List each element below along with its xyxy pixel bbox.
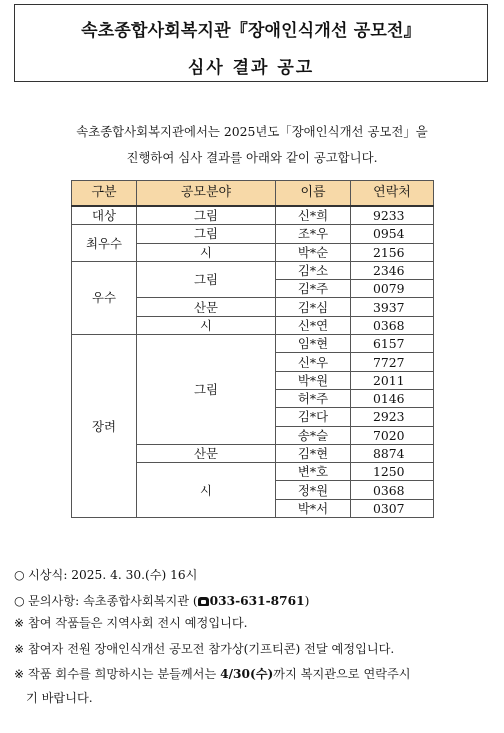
contact-cell: 2011 xyxy=(351,371,434,389)
return-note xyxy=(14,665,411,682)
header-field: 공모분야 xyxy=(137,181,276,207)
award-cell: 우수 xyxy=(72,261,137,334)
reference-mark-icon: ※ xyxy=(14,642,25,656)
contact-cell: 2923 xyxy=(351,408,434,426)
award-cell: 장려 xyxy=(72,335,137,518)
name-cell: 조*우 xyxy=(276,225,351,243)
intro-line-2: 진행하여 심사 결과를 아래와 같이 공고합니다. xyxy=(126,150,378,165)
field-cell: 그림 xyxy=(137,225,276,243)
circle-bullet-icon: ○ xyxy=(14,568,25,582)
exhibit-note xyxy=(14,614,248,631)
field-cell: 시 xyxy=(137,243,276,261)
phone-icon xyxy=(198,597,209,606)
table-row xyxy=(72,206,434,225)
return-prefix: 작품 회수를 희망하시는 분들께서는 xyxy=(28,667,221,681)
reference-mark-icon: ※ xyxy=(14,667,25,681)
contact-cell: 7727 xyxy=(351,353,434,371)
name-cell: 김*심 xyxy=(276,298,351,316)
gift-note xyxy=(14,640,394,657)
field-cell: 그림 xyxy=(137,206,276,225)
contact-cell: 0146 xyxy=(351,389,434,407)
name-cell: 김*주 xyxy=(276,280,351,298)
name-cell: 신*연 xyxy=(276,316,351,334)
title-main: 속초종합사회복지관『장애인식개선 공모전』 xyxy=(81,21,421,41)
contact-cell: 6157 xyxy=(351,335,434,353)
field-cell: 그림 xyxy=(137,261,276,298)
header-contact: 연락처 xyxy=(351,181,434,207)
table-row xyxy=(72,261,434,279)
inquiry-phone: 033-631-8761 xyxy=(209,594,305,608)
contact-cell: 2346 xyxy=(351,261,434,279)
name-cell: 송*슬 xyxy=(276,426,351,444)
reference-mark-icon: ※ xyxy=(14,616,25,630)
contact-cell: 0307 xyxy=(351,499,434,517)
ceremony-text: 시상식: 2025. 4. 30.(수) 16시 xyxy=(28,568,198,582)
field-cell: 산문 xyxy=(137,444,276,462)
name-cell: 박*순 xyxy=(276,243,351,261)
field-cell: 산문 xyxy=(137,298,276,316)
exhibit-text: 참여 작품들은 지역사회 전시 예정입니다. xyxy=(28,616,248,630)
award-cell: 대상 xyxy=(72,206,137,225)
results-table xyxy=(71,180,434,518)
table-row xyxy=(72,335,434,353)
inquiry-note xyxy=(14,592,309,609)
name-cell: 신*희 xyxy=(276,206,351,225)
name-cell: 김*다 xyxy=(276,408,351,426)
field-cell: 시 xyxy=(137,463,276,518)
contact-cell: 0368 xyxy=(351,316,434,334)
name-cell: 변*호 xyxy=(276,463,351,481)
award-cell: 최우수 xyxy=(72,225,137,262)
contact-cell: 0079 xyxy=(351,280,434,298)
inquiry-suffix: ) xyxy=(304,594,310,608)
contact-cell: 9233 xyxy=(351,206,434,225)
field-cell: 그림 xyxy=(137,335,276,445)
contact-cell: 1250 xyxy=(351,463,434,481)
table-row xyxy=(72,225,434,243)
field-cell: 시 xyxy=(137,316,276,334)
contact-cell: 0954 xyxy=(351,225,434,243)
name-cell: 김*현 xyxy=(276,444,351,462)
name-cell: 신*우 xyxy=(276,353,351,371)
gift-text: 참여자 전원 장애인식개선 공모전 참가상(기프티콘) 전달 예정입니다. xyxy=(28,642,395,656)
header-name: 이름 xyxy=(276,181,351,207)
title-sub: 심사 결과 공고 xyxy=(187,58,315,78)
title-box xyxy=(14,4,488,82)
contact-cell: 0368 xyxy=(351,481,434,499)
contact-cell: 8874 xyxy=(351,444,434,462)
return-suffix: 까지 복지관으로 연락주시 xyxy=(273,667,411,681)
inquiry-prefix: 문의사항: 속초종합사회복지관 ( xyxy=(28,594,198,608)
name-cell: 박*원 xyxy=(276,371,351,389)
contact-cell: 3937 xyxy=(351,298,434,316)
name-cell: 임*현 xyxy=(276,335,351,353)
circle-bullet-icon: ○ xyxy=(14,594,25,608)
header-award: 구분 xyxy=(72,181,137,207)
table-header-row xyxy=(72,181,434,207)
return-date: 4/30(수) xyxy=(220,667,274,681)
contact-cell: 2156 xyxy=(351,243,434,261)
ceremony-note xyxy=(14,566,197,583)
return-note-line-2: 기 바랍니다. xyxy=(26,691,93,705)
name-cell: 허*주 xyxy=(276,389,351,407)
intro-line-1: 속초종합사회복지관에서는 2025년도「장애인식개선 공모전」을 xyxy=(76,124,428,139)
name-cell: 박*서 xyxy=(276,499,351,517)
name-cell: 정*원 xyxy=(276,481,351,499)
contact-cell: 7020 xyxy=(351,426,434,444)
name-cell: 김*소 xyxy=(276,261,351,279)
